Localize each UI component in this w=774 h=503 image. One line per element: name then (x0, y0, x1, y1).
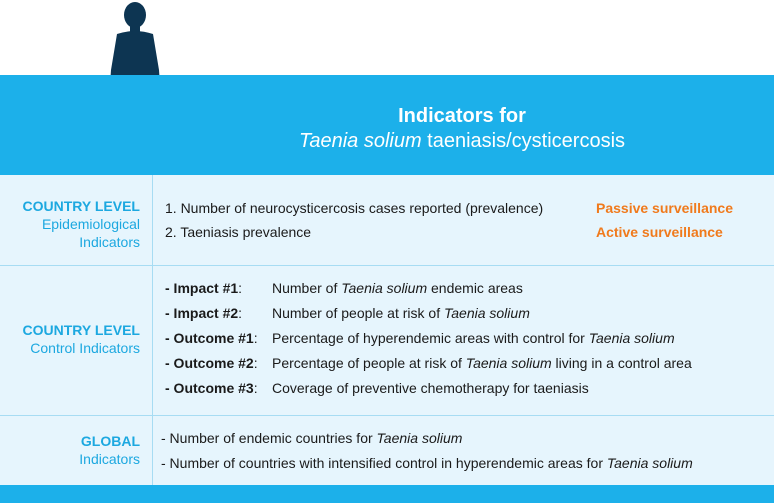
indicator-value: Number of people at risk of Taenia solium (272, 305, 530, 321)
surveillance-tag: Passive surveillance (596, 200, 733, 216)
page-title: Indicators for (398, 105, 526, 127)
row-content (165, 279, 764, 409)
subtitle-species: Taenia solium (298, 130, 422, 152)
level-label: COUNTRY LEVEL (22, 322, 140, 338)
footer-bar (0, 485, 774, 503)
level-label: GLOBAL (80, 433, 140, 449)
indicator-value: Percentage of people at risk of Taenia solium living in a control area (272, 355, 692, 371)
indicator-line (165, 304, 765, 322)
sub-label: Indicators (79, 451, 140, 467)
surveillance-tag: Active surveillance (596, 224, 723, 240)
indicator-value: Number of Taenia solium endemic areas (272, 280, 523, 296)
indicator-value: Percentage of hyperendemic areas with control for Taenia solium (272, 330, 675, 346)
page-subtitle (150, 130, 774, 153)
indicators-table (0, 175, 774, 485)
row-epidemiological (0, 175, 774, 265)
indicator-line (165, 354, 765, 372)
indicator-line: 2. Taeniasis prevalence (165, 224, 312, 240)
indicator-line: 1. Number of neurocysticercosis cases reported (prevalence) (165, 200, 544, 216)
row-control (0, 265, 774, 415)
indicator-key: - Outcome #2: (165, 355, 258, 371)
indicator-line: - Number of countries with intensified control in hyperendemic areas for Taenia solium (161, 455, 693, 471)
sub-label: Epidemiological (41, 216, 140, 232)
subtitle-rest: taeniasis/cysticercosis (421, 130, 626, 152)
indicator-line (165, 329, 765, 347)
sub-label: Indicators (79, 234, 140, 250)
level-label: COUNTRY LEVEL (22, 198, 140, 214)
indicator-key: - Impact #2: (165, 305, 243, 321)
indicator-line (165, 279, 765, 297)
row-label (0, 432, 140, 468)
row-label (0, 321, 140, 357)
row-global (0, 415, 774, 485)
indicator-key: - Impact #1: (165, 280, 243, 296)
row-content (161, 429, 764, 479)
header-banner (0, 75, 774, 175)
row-content (165, 199, 764, 249)
indicator-line (165, 379, 765, 397)
sub-label: Control Indicators (30, 340, 140, 356)
indicator-value: Coverage of preventive chemotherapy for taeniasis (272, 380, 589, 396)
indicator-key: - Outcome #1: (165, 330, 258, 346)
indicator-line: - Number of endemic countries for Taenia solium (161, 430, 463, 446)
indicator-key: - Outcome #3: (165, 380, 258, 396)
row-label (0, 197, 140, 251)
